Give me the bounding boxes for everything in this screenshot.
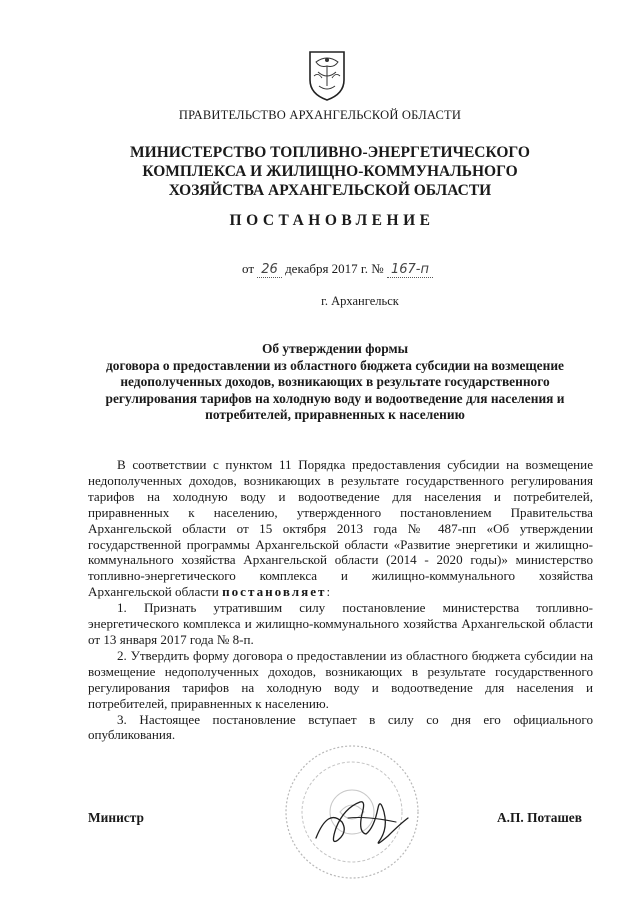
resolution-item: 2. Утвердить форму договора о предоставлении из областного бюджета субсидии на возмещение недополученных доходов, возникающих в результате государственного регулирования тарифов на холодную воду и водоотведение для населения и потребителей, приравненных к населению.: [88, 647, 593, 711]
title-line: договора о предоставлении из областного бюджета субсидии на возмещение: [105, 357, 565, 373]
resolves-word: постановляет: [222, 584, 327, 600]
title-line: Об утверждении формы: [261, 341, 409, 356]
title-line: недополученных доходов, возникающих в результате государственного: [120, 374, 550, 389]
title-line: потребителей, приравненных к населению: [205, 407, 465, 422]
document-type: ПОСТАНОВЛЕНИЕ: [229, 212, 435, 229]
city: г. Архангельск: [321, 294, 399, 308]
signatory-name: А.П. Поташев: [497, 810, 582, 825]
document-title: [80, 341, 590, 424]
date-line: [242, 261, 433, 277]
preamble-text: В соответствии с пунктом 11 Порядка предоставления субсидии на возмещение недополученных доходов, возникающих в результате государственного регулирования тарифов на холодную воду и водоотведение для населения и потребителей, приравненных к населению, утвержденного постановлением Правительства Архангельской области от 15 октября 2013 года № 487-пп «Об утверждении государственной программы Архангельской области «Развитие энергетики и жилищно-коммунального хозяйства Архангельской области (2014 - 2020 годы)» министерство топливно-энергетического комплекса и жилищно-коммунального хозяйства Архангельской области: [88, 457, 593, 600]
ministry-line: КОМПЛЕКСА И ЖИЛИЩНО-КОММУНАЛЬНОГО: [142, 163, 518, 180]
document-body: [88, 457, 593, 743]
ministry-line: ХОЗЯЙСТВА АРХАНГЕЛЬСКОЙ ОБЛАСТИ: [168, 182, 492, 199]
document-number-handwritten: 167-п: [387, 262, 433, 278]
resolution-item: 3. Настоящее постановление вступает в силу со дня его официального опубликования.: [88, 711, 593, 743]
coat-of-arms-emblem: [304, 46, 350, 102]
handwritten-signature: [308, 788, 418, 858]
resolution-item: 1. Признать утратившим силу постановление министерства топливно-энергетического комплекса и жилищно-коммунального хозяйства Архангельской области от 13 января 2017 года № 8-п.: [88, 600, 593, 647]
ministry-line: МИНИСТЕРСТВО ТОПЛИВНО-ЭНЕРГЕТИЧЕСКОГО: [130, 144, 530, 161]
date-day-handwritten: 26: [257, 262, 282, 278]
government-name: ПРАВИТЕЛЬСТВО АРХАНГЕЛЬСКОЙ ОБЛАСТИ: [178, 108, 462, 122]
title-line: регулирования тарифов на холодную воду и водоотведение для населения и: [105, 390, 565, 406]
date-rest: декабря 2017 г. №: [285, 261, 384, 276]
preamble-paragraph: [88, 457, 593, 600]
ministry-name: [90, 143, 570, 200]
date-prefix: от: [242, 261, 255, 276]
signatory-position: Министр: [88, 810, 144, 825]
resolves-colon: :: [326, 584, 331, 600]
